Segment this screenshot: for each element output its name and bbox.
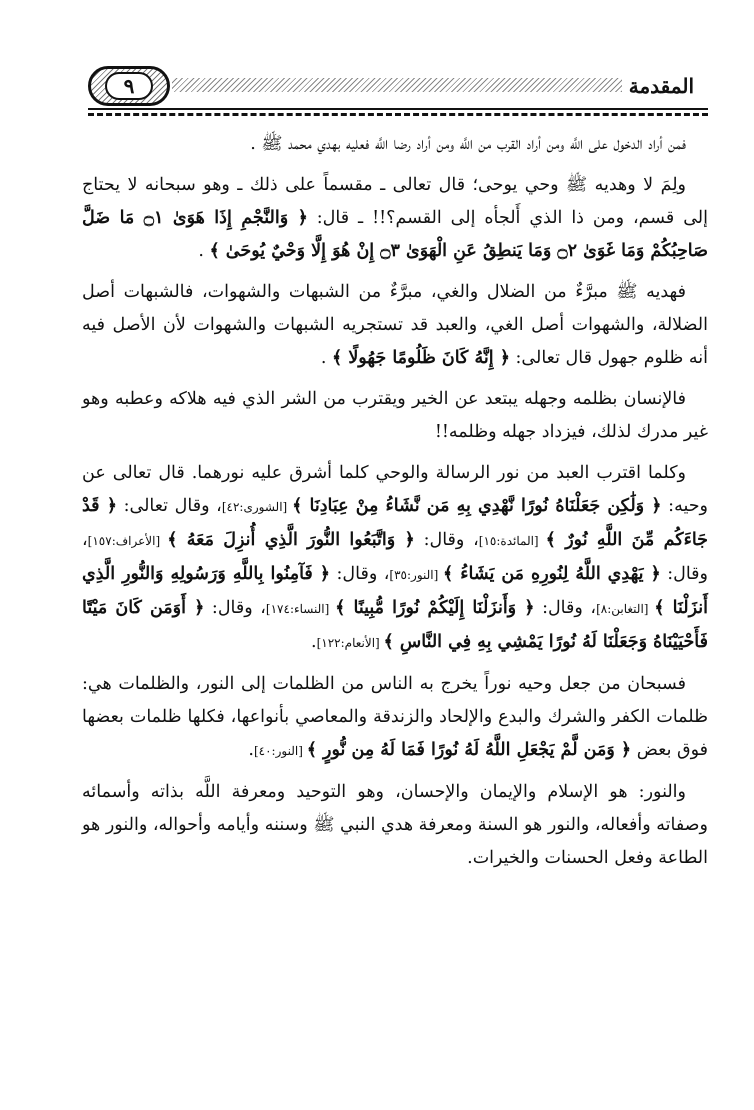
text: فمن أراد الدخول على اللَّه ومن أراد القرب من اللَّه ومن أراد رضا اللَّه فعليه بهدي محمد ﷺ . bbox=[250, 134, 686, 154]
body-text bbox=[82, 128, 708, 883]
text: ، وقال: bbox=[330, 564, 390, 584]
page-number: ٩ bbox=[105, 72, 153, 100]
text: ولِمَ لا وهديه ﷺ وحي يوحى؛ قال تعالى ـ مقسماً على ذلك ـ وهو سبحانه لا يحتاج إلى قسم، ومن ذا الذي أَلجأه إلى القسم؟!! ـ قال: bbox=[82, 175, 708, 228]
verse-reference: [النور:٣٥] bbox=[389, 568, 444, 582]
quran-verse: ﴿ وَأَنزَلْنَا إِلَيْكُمْ نُورًا مُّبِينًا ﴾ bbox=[335, 598, 535, 618]
quran-verse: ﴿ قَدْ جَاءَكُم مِّنَ اللَّهِ نُورٌ ﴾ bbox=[82, 496, 708, 550]
text: ، وقال تعالى: bbox=[116, 496, 222, 516]
page-header bbox=[0, 62, 754, 114]
verse-reference: [الأعراف:١٥٧] bbox=[87, 534, 168, 548]
quran-verse: ﴿ وَالنَّجْمِ إِذَا هَوَىٰ ۝١ مَا ضَلَّ صَاحِبُكُمْ وَمَا غَوَىٰ ۝٢ وَمَا يَنطِقُ عَنِ الْهَوَىٰ ۝٣ إِنْ هُوَ إِلَّا وَحْيٌ يُوحَىٰ ﴾ bbox=[82, 208, 708, 261]
text: ، وقال: bbox=[204, 598, 266, 618]
page-number-badge bbox=[88, 66, 170, 106]
header-ornament bbox=[172, 78, 622, 92]
section-title: المقدمة bbox=[628, 74, 694, 98]
paragraph-7 bbox=[82, 776, 708, 875]
paragraph-5 bbox=[82, 457, 708, 660]
text: . bbox=[320, 348, 332, 368]
quran-verse: ﴿ فَآمِنُوا بِاللَّهِ وَرَسُولِهِ وَالنُّورِ الَّذِي أَنزَلْنَا ﴾ bbox=[82, 564, 708, 618]
verse-reference: [الشورى:٤٢] bbox=[221, 500, 293, 514]
paragraph-3 bbox=[82, 276, 708, 375]
text: والنور: هو الإسلام والإيمان والإحسان، وهو التوحيد ومعرفة اللَّه بذاته وأسمائه وصفاته وأفعاله، والنور هو السنة ومعرفة هدي النبي ﷺ وسننه وأيامه وأحواله، والنور هو الطاعة وفعل الحسنات والخيرات. bbox=[82, 782, 708, 868]
text: . bbox=[248, 740, 254, 760]
text: ، وقال: bbox=[534, 598, 597, 618]
header-dashed-rule bbox=[88, 113, 708, 116]
header-rule bbox=[88, 108, 708, 110]
verse-reference: [التغابن:٨] bbox=[596, 602, 655, 616]
text: ، وقال: bbox=[414, 530, 479, 550]
text: وكلما اقترب العبد من نور الرسالة والوحي كلما أشرق عليه نورهما. قال تعالى عن وحيه: bbox=[82, 463, 708, 516]
quran-verse: ﴿ وَلَٰكِن جَعَلْنَاهُ نُورًا نَّهْدِي بِهِ مَن نَّشَاءُ مِنْ عِبَادِنَا ﴾ bbox=[292, 496, 662, 516]
text: ، وقال: bbox=[82, 530, 708, 584]
quran-verse: ﴿ أَوَمَن كَانَ مَيْتًا فَأَحْيَيْنَاهُ وَجَعَلْنَا لَهُ نُورًا يَمْشِي بِهِ فِي النَّاسِ ﴾ bbox=[82, 598, 708, 652]
text: فهديه ﷺ مبرَّءٌ من الضلال والغي، مبرَّءٌ من الشبهات والشهوات، فالشبهات أصل الضلالة، والشهوات أصل الغي، والعبد قد تستجريه الشبهات والشهوات لأن الأصل فيه أنه ظلوم جهول قال تعالى: bbox=[82, 282, 708, 368]
verse-reference: [الأنعام:١٢٢] bbox=[316, 636, 384, 650]
verse-reference: [المائدة:١٥] bbox=[478, 534, 546, 548]
quran-verse: ﴿ وَاتَّبَعُوا النُّورَ الَّذِي أُنزِلَ مَعَهُ ﴾ bbox=[167, 530, 415, 550]
text: . bbox=[198, 241, 210, 261]
text: . bbox=[310, 632, 317, 652]
paragraph-2 bbox=[82, 169, 708, 268]
quran-verse: ﴿ يَهْدِي اللَّهُ لِنُورِهِ مَن يَشَاءُ ﴾ bbox=[443, 564, 661, 584]
verse-reference: [النور:٤٠] bbox=[253, 744, 307, 758]
text: فالإنسان بظلمه وجهله يبتعد عن الخير ويقترب من الشر الذي فيه هلاكه وعطبه وهو غير مدرك لذلك، فيزداد جهله وظلمه!! bbox=[82, 389, 708, 442]
paragraph-6 bbox=[82, 668, 708, 768]
paragraph-4 bbox=[82, 383, 708, 449]
verse-reference: [النساء:١٧٤] bbox=[265, 602, 336, 616]
text: فسبحان من جعل وحيه نوراً يخرج به الناس من الظلمات إلى النور، والظلمات هي: ظلمات الكفر والشرك والبدع والإلحاد والزندقة والمعاصي بأنواعها، فكلها ظلمات بعضها فوق بعض bbox=[82, 674, 708, 760]
quran-verse: ﴿ إِنَّهُ كَانَ ظَلُومًا جَهُولًا ﴾ bbox=[331, 348, 510, 368]
paragraph-1 bbox=[82, 128, 708, 161]
quran-verse: ﴿ وَمَن لَّمْ يَجْعَلِ اللَّهُ لَهُ نُورًا فَمَا لَهُ مِن نُّورٍ ﴾ bbox=[306, 740, 632, 760]
